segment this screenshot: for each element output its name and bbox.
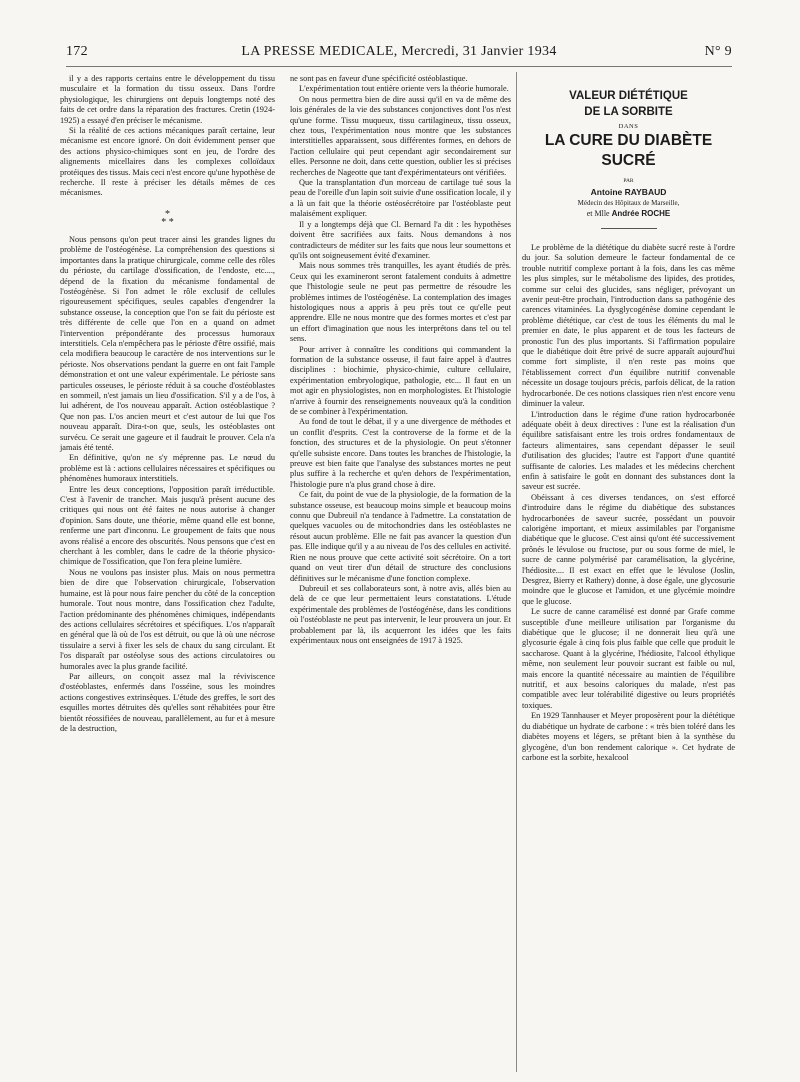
column-divider <box>516 72 517 1072</box>
article-title-line-2: DE LA SORBITE <box>584 106 673 118</box>
column-3-article <box>522 74 735 763</box>
column-1 <box>60 74 275 734</box>
paragraph: On nous permettra bien de dire aussi qu'il en va de même des lois générales de la vie des substances conjonctives dont l'os n'est qu'une forme. Tissu muqueux, tissu cartilagineux, tissu osseux, chez tous, l'expérimentation nous montre que les substances interstitielles apparaissent, sous différentes formes, en dehors de l'action cellulaire qui peut cependant agir secondairement sur elles. Personne ne doit, dans cette question, oublier les si précises recherches de Nageotte que tant d'expérimentateurs ont vérifiées. <box>290 94 511 177</box>
author-affiliation: Médecin des Hôpitaux de Marseille, <box>577 199 680 207</box>
section-separator-asterisks: * * * <box>161 208 174 228</box>
page-number: 172 <box>66 44 88 59</box>
issue-number: N° 9 <box>704 44 732 59</box>
paragraph: Par ailleurs, on conçoit assez mal la réviviscence d'ostéoblastes, enfermés dans l'osséine, sous les moindres actions congestives extrinsèques. L'étude des greffes, le sort des esquilles mortes détruites dès qu'elles sont réhabitées pour être bientôt réossifiées de nouveau, parallèlement, au fur et à mesure de la destruction, <box>60 671 275 733</box>
paragraph: Pour arriver à connaître les conditions qui commandent la formation de la substance osseuse, il faut faire appel à d'autres disciplines : biochimie, physico-chimie, culture cellulaire, expérimentation embryologique, pathologie, etc... Il faut en un mot agir en physiologistes, non en morphologistes. Et l'histologie n'arrive à fournir des renseignements nouveaux qu'à la condition de se combiner à l'expérimentation. <box>290 344 511 416</box>
paragraph: Le problème de la diététique du diabète sucré reste à l'ordre du jour. Sa solution demeure le facteur fondamental de ce trouble nutritif complexe portant à la fois, dans les cas même les plus simples, sur le métabolisme des lipides, des protides, comme sur celui des glucides, sans négliger, prévoyant un avenir peut-être prochain, l'introduction dans sa pathogénie des carences vitaminées. La dysglycogénèse domine cependant le problème diététique, car c'est de tous les éléments du mal le premier en date, le plus apparent et de tous les facteurs de pronostic l'un des plus importants. Si l'affirmation populaire que le diabétique doit être privé de sucre apparaît aujourd'hui comme fort simpliste, il n'en reste pas moins que l'établissement correct d'un équilibre nutritif convenable nécessite un dosage toujours précis, parfois délicat, de la ration hydrocarbonée. De ces notions classiques rien n'est encore venu diminuer la valeur. <box>522 243 735 409</box>
title-rule <box>601 228 657 229</box>
paragraph: Ce fait, du point de vue de la physiologie, de la formation de la substance osseuse, est beaucoup moins simple et beaucoup moins connu que Dubreuil n'a tendance à l'admettre. La constatation de quelques vacuoles ou de mitochondries dans les ostéoblastes ne résout aucun problème. Elle ne fait pas avancer la question d'un pas. Elle indique qu'il y a au niveau de l'os des cellules en activité. Rien ne nous prouve que cette activité soit sécrétoire. On a tort quand on veut tirer d'un détail de structure des conclusions définitives sur le mécanisme d'une fonction complexe. <box>290 490 511 583</box>
column-2 <box>290 74 511 646</box>
author-2-line <box>522 208 735 220</box>
paragraph: Nous pensons qu'on peut tracer ainsi les grandes lignes du problème de l'ostéogénèse. La compréhension des questions si importantes dans la pratique chirurgicale, comme celle des rôles du périoste, du cartilage d'ossification, de l'endoste, etc...., dépend de la fixation du mécanisme fondamental de l'ostéogénèse. Si l'on admet le rôle exclusif de cellules rigoureusement spécifiques, seules capables d'engendrer la substance osseuse, la conception que l'on se fait du périoste est très différente de celle que l'on en a quand on admet l'intervention prépondérante des processus humoraux interstitiels. Cela n'empêchera pas le périoste d'être ossifié, mais cela modifiera beaucoup le caractère de nos interventions sur le périoste. Nos observations pendant la guerre en ont fait l'ample démonstration et ont une valeur expérimentale. Le périoste sans particules osseuses, le périoste réduit à sa couche d'ostéoblastes en sommeil, n'est jamais un lieu d'ossification. S'il y a de l'os, à lui adhérent, de l'os nouveau apparaît. Action ostéoblastique ? Que non pas. L'os ancien meurt et c'est autour de lui que l'os nouveau apparaît. Dira-t-on que, seuls, les ostéoblastes ont survécu. Ce serait une gageure et il faudrait le prouver. Cela n'a jamais été tenté. <box>60 234 275 452</box>
paragraph: En définitive, qu'on ne s'y méprenne pas. Le nœud du problème est là : actions cellulaires nécessaires et spécifiques ou phénomènes humoraux interstitiels. <box>60 453 275 484</box>
author-2-prefix: et Mlle <box>586 209 610 218</box>
author-1: Antoine RAYBAUD <box>590 187 667 197</box>
page-header <box>66 44 732 64</box>
paragraph: En 1929 Tannhauser et Meyer proposèrent pour la diététique du diabétique un hydrate de carbone : « très bien toléré dans les diabètes moyens et légers, se prêtant bien à la synthèse du glycogène, d'un bon rendement calorique ». Cet hydrate de carbone est la sorbite, hexalcool <box>522 711 735 762</box>
paragraph: Nous ne voulons pas insister plus. Mais on nous permettra bien de dire que l'observation chirurgicale, l'observation humaine, est là pour nous faire pencher du côté de la conception humorale. Tout nous montre, dans l'ossification chez l'adulte, l'action prédominante des phénomènes chimiques, indépendants des actions cellulaires sécrétoires et spécifiques. L'os n'apparaît en général que là où de l'os est détruit, ou que là où une nécrose tissulaire a servi à fixer les sels de chaux du sang circulant. Et l'os disparaît par ostéolyse sous des actions circulatoires ou humorales avec la plus grande facilité. <box>60 567 275 671</box>
paragraph: ne sont pas en faveur d'une spécificité ostéoblastique. <box>290 74 468 83</box>
article-by: PAR <box>623 178 634 184</box>
paragraph: Au fond de tout le débat, il y a une divergence de méthodes et un conflit d'esprits. C'est la controverse de la forme et de la fonction, des structures et de la physiologie. On peut s'étonner qu'elle subsiste encore. Dans toutes les branches de l'histologie, la preuve est bien faite que l'analyse des substances mortes ne peut plus suffire à la recherche et qu'en dehors de l'expérimentation, l'histologie pure n'a plus grand chose à dire. <box>290 417 511 489</box>
header-rule <box>66 66 732 67</box>
paragraph: L'introduction dans le régime d'une ration hydrocarbonée adéquate obéit à deux directives : l'une est la réalisation d'un équilibre satisfaisant entre les trois ordres fondamentaux de facteurs alimentaires, sans cependant dépasser le seuil d'utilisation des glucides; l'autre est l'apport d'une quantité suffisante de calories. Les malades et les médecins cherchent enfin à satisfaire le goût en donnant des substances dont la saveur est sucrée. <box>522 409 735 492</box>
article-title-line-1: VALEUR DIÉTÉTIQUE <box>569 90 688 102</box>
paragraph: Dubreuil et ses collaborateurs sont, à notre avis, allés bien au delà de ce que leur permettaient leurs constatations. L'étude expérimentale des problèmes de l'ostéogénèse, dans les conditions où l'ostéoblaste ne peut pas intervenir, le leur prouvera un jour. Et probablement par là, ils acquerront les idées que les faits expérimentaux nous ont enseignées de 1917 à 1925. <box>290 583 511 645</box>
paragraph: Entre les deux conceptions, l'opposition paraît irréductible. C'est à l'avenir de trancher. Mais jusqu'à présent aucune des critiques qui nous ont été faites ne nous autorise à changer d'opinion. Sans doute, une théorie, même quand elle est bonne, renferme une part d'inconnu. Le groupement de faits que nous avons réalisé a encore des obscurités. Nous pensons que c'est en cherchant à les combler, dans le cadre de la théorie physico-chimique de l'ossification, que l'on fera pleine lumière. <box>60 484 275 567</box>
paragraph: L'expérimentation tout entière oriente vers la théorie humorale. <box>299 84 509 94</box>
paragraph: Le sucre de canne caramélisé est donné par Grafe comme susceptible d'une meilleure utilisation par l'organisme du diabétique que le glucose; il ne donnerait lieu qu'à une glycosurie égale à cinq fois plus faible que celle que produit le saccharose. Quant à la glycérine, l'hédiosite, l'alcool éthylique même, non seulement leur pouvoir sucrant est faible ou nul, mais encore la quantité nécessaire au maintien de l'équilibre nutritif, et aux besoins caloriques du malade, n'est pas compatible avec leur tolérabilité digestive ou leurs propriétés toxiques. <box>522 607 735 710</box>
author-2-name: Andrée ROCHE <box>611 209 671 218</box>
journal-title: LA PRESSE MEDICALE, Mercredi, 31 Janvier 1934 <box>241 44 557 59</box>
paragraph: Mais nous sommes très tranquilles, les ayant étudiés de près. Ceux qui les examineront seront fatalement conduits à admettre que l'histologie seule ne peut pas permettre de résoudre les problèmes intimes de l'ostéogénèse. La contemplation des images histologiques nous a appris à peu près tout ce qu'elle peut apprendre. Elle ne nous montre que des formes mortes et c'est par un effort d'imagination que nous les interprétons dans tel ou tel sens. <box>290 261 511 344</box>
article-title-line-3: LA CURE DU DIABÈTE SUCRÉ <box>544 132 713 169</box>
paragraph: Obéissant à ces diverses tendances, on s'est efforcé d'introduire dans le régime du diabétique des substances hydrocarbonées de saveur sucrée, possédant un pouvoir calorigène important, et mieux assimilables par l'organisme diabétique que le glucose. C'est ainsi qu'ont été successivement prônés le lévulose ou fructose, pur ou sous forme de miel, le sucre de canne polymérisé par caramélisation, la glycérine, l'hédiosite.... Il est exact en effet que le lévulose (Joslin, Desgrez, Bierry et Rathery) donne, à dose égale, une glycosurie moindre que le glucose et l'amidon, et une glycémie moindre que le glucose. <box>522 492 735 606</box>
paragraph: Il y a longtemps déjà que Cl. Bernard l'a dit : les hypothèses doivent être sacrifiées aux faits. Nous demandons à nos contradicteurs de méditer sur les faits que nous leur soumettons et qu'ils ont soigneusement évité d'examiner. <box>290 219 511 260</box>
article-heading <box>522 88 735 229</box>
paragraph: Que la transplantation d'un morceau de cartilage tué sous la peau de l'oreille d'un lapin soit suivie d'une ossification locale, il y a là un fait que la théorie ostéosécrétoire par l'ostéoblaste peut malaisément expliquer. <box>290 178 511 219</box>
paragraph: Si la réalité de ces actions mécaniques paraît certaine, leur mécanisme est encore ignoré. On doit évidemment penser que des actions physico-chimiques sont en jeu, de l'ordre des alignements micellaires dans les complexes colloïdaux protéiques des tissus. Mais ceci n'est encore qu'une hypothèse de recherche. Il reste à préciser les détails mêmes de ces mécanismes. <box>60 126 275 198</box>
article-title-dans: DANS <box>618 123 639 130</box>
paragraph: il y a des rapports certains entre le développement du tissu musculaire et la formation du tissu osseux. Dans l'ordre physiologique, les chirurgiens ont depuis longtemps noté des faits de cet ordre dans la réparation des fractures. Cretin (1924-1925) a essayé d'en préciser le mécanisme. <box>60 74 275 125</box>
